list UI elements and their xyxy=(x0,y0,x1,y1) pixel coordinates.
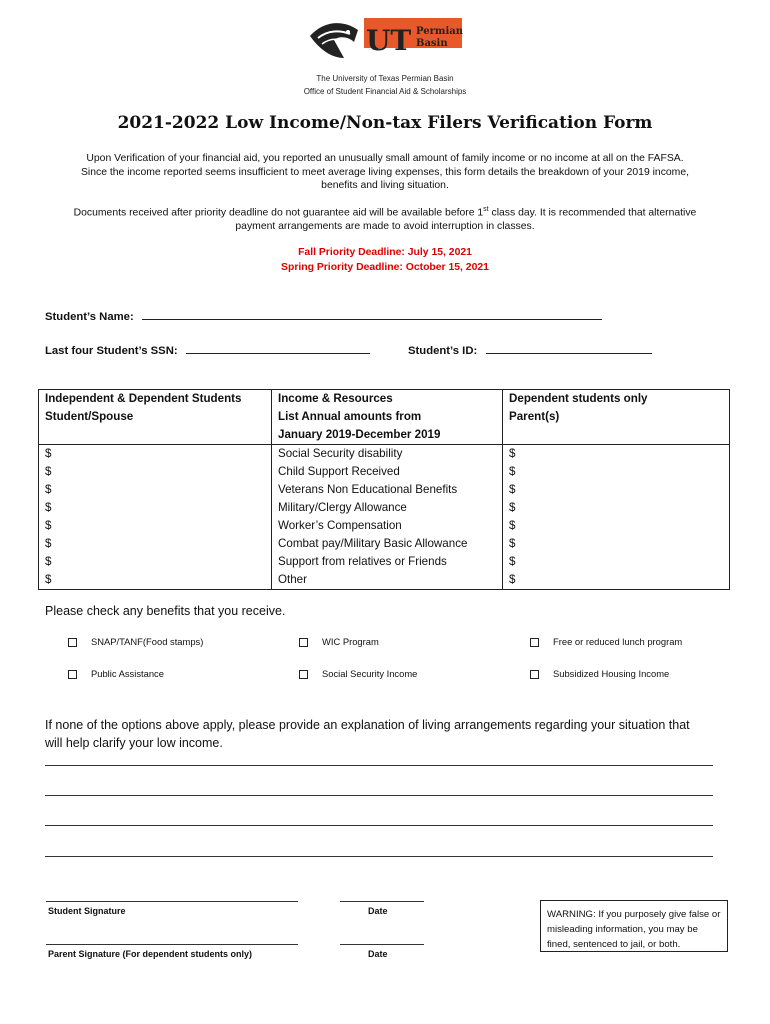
income-table xyxy=(38,389,730,590)
office-name: Office of Student Financial Aid & Scholarships xyxy=(303,87,467,96)
student-amount-cell[interactable]: $ xyxy=(45,573,52,586)
checkbox-label: Subsidized Housing Income xyxy=(553,668,670,679)
parent-amount-cell[interactable]: $ xyxy=(509,519,516,532)
header-text: List Annual amounts from xyxy=(278,410,422,423)
student-amount-cell[interactable]: $ xyxy=(45,501,52,514)
income-type: Worker’s Compensation xyxy=(278,519,402,532)
student-amount-cell[interactable]: $ xyxy=(45,447,52,460)
student-name-row xyxy=(45,307,602,325)
col3-header xyxy=(503,390,730,445)
parent-amount-cell[interactable]: $ xyxy=(509,555,516,568)
parent-amount-cell[interactable]: $ xyxy=(509,537,516,550)
student-id-row xyxy=(408,341,652,359)
student-amounts-column[interactable] xyxy=(39,445,272,590)
student-signature-line[interactable] xyxy=(46,901,298,902)
col2-header xyxy=(272,390,503,445)
parent-amount-cell[interactable]: $ xyxy=(509,447,516,460)
student-id-label: Student’s ID: xyxy=(408,345,478,357)
benefits-title: Please check any benefits that you receive. xyxy=(45,604,286,618)
parent-amount-cell[interactable]: $ xyxy=(509,483,516,496)
student-amount-cell[interactable]: $ xyxy=(45,519,52,532)
intro-line: Since the income reported seems insufficient to meet average living expenses, this form details the breakdown of your 2019 income, xyxy=(81,166,689,178)
logo-permian-text: Permian xyxy=(416,26,464,37)
ssn-field[interactable] xyxy=(186,342,370,354)
header-text: Dependent students only xyxy=(509,392,648,405)
checkbox-icon[interactable] xyxy=(530,638,539,647)
docs-text: class day. It is recommended that alternative xyxy=(488,207,697,219)
warning-box xyxy=(540,900,728,952)
docs-line xyxy=(40,203,730,220)
header-text: Income & Resources xyxy=(278,392,393,405)
checkbox-ssi[interactable] xyxy=(299,668,417,679)
income-type: Other xyxy=(278,573,307,586)
checkbox-label: Public Assistance xyxy=(91,668,164,679)
logo-ut-text: UT xyxy=(366,24,412,57)
table-header-row xyxy=(39,390,730,445)
checkbox-icon[interactable] xyxy=(68,670,77,679)
docs-text: Documents received after priority deadline do not guarantee aid will be available before 1 xyxy=(73,207,484,219)
student-amount-cell[interactable]: $ xyxy=(45,483,52,496)
checkbox-icon[interactable] xyxy=(68,638,77,647)
logo-basin-text: Basin xyxy=(416,38,448,49)
ssn-label: Last four Student’s SSN: xyxy=(45,345,178,357)
header-text: Student/Spouse xyxy=(45,410,134,423)
parent-amounts-column[interactable] xyxy=(503,445,730,590)
checkbox-label: Free or reduced lunch program xyxy=(553,636,683,647)
student-amount-cell[interactable]: $ xyxy=(45,465,52,478)
parent-date-line[interactable] xyxy=(340,944,424,945)
parent-signature-label: Parent Signature (For dependent students only) xyxy=(48,949,253,959)
income-type: Support from relatives or Friends xyxy=(278,555,447,568)
parent-signature-line[interactable] xyxy=(46,944,298,945)
intro-line: Upon Verification of your financial aid, you reported an unusually small amount of family income or no income at all on the FAFSA. xyxy=(86,153,684,164)
checkbox-icon[interactable] xyxy=(530,670,539,679)
income-type: Child Support Received xyxy=(278,465,400,478)
explain-line: will help clarify your low income. xyxy=(45,736,223,750)
intro-paragraph xyxy=(40,152,730,193)
checkbox-label: WIC Program xyxy=(322,636,379,647)
form-title: 2021-2022 Low Income/Non-tax Filers Verification Form xyxy=(117,113,653,133)
fall-deadline: Fall Priority Deadline: July 15, 2021 xyxy=(298,247,472,258)
warning-line: fined, sentenced to jail, or both. xyxy=(547,939,681,950)
spring-deadline: Spring Priority Deadline: October 15, 2021 xyxy=(281,262,489,273)
ut-permian-basin-logo xyxy=(304,14,464,70)
org-name: The University of Texas Permian Basin xyxy=(316,74,454,83)
org-header xyxy=(0,72,770,98)
warning-line: misleading information, you may be xyxy=(547,924,698,935)
explain-line: If none of the options above apply, please provide an explanation of living arrangements regarding your situation that xyxy=(45,718,690,732)
student-amount-cell[interactable]: $ xyxy=(45,537,52,550)
docs-sup: st xyxy=(483,206,489,213)
income-type: Social Security disability xyxy=(278,447,403,460)
student-id-field[interactable] xyxy=(486,342,652,354)
col1-header xyxy=(39,390,272,445)
checkbox-snap[interactable] xyxy=(68,636,203,647)
header-text: Parent(s) xyxy=(509,410,560,423)
explanation-line-3[interactable] xyxy=(45,825,713,826)
checkbox-wic[interactable] xyxy=(299,636,379,647)
checkbox-lunch[interactable] xyxy=(530,636,682,647)
income-type: Military/Clergy Allowance xyxy=(278,501,407,514)
student-date-label: Date xyxy=(368,906,388,916)
ssn-row xyxy=(45,341,370,359)
checkbox-public-assistance[interactable] xyxy=(68,668,164,679)
parent-amount-cell[interactable]: $ xyxy=(509,501,516,514)
income-type: Veterans Non Educational Benefits xyxy=(278,483,458,496)
student-name-field[interactable] xyxy=(142,308,602,320)
explanation-prompt xyxy=(45,716,735,752)
explanation-line-4[interactable] xyxy=(45,856,713,857)
parent-amount-cell[interactable]: $ xyxy=(509,465,516,478)
income-type: Combat pay/Military Basic Allowance xyxy=(278,537,468,550)
checkbox-icon[interactable] xyxy=(299,638,308,647)
checkbox-label: Social Security Income xyxy=(322,668,418,679)
table-body-row xyxy=(39,445,730,590)
income-types-column xyxy=(272,445,503,590)
explanation-line-2[interactable] xyxy=(45,795,713,796)
checkbox-label: SNAP/TANF(Food stamps) xyxy=(91,636,204,647)
docs-line: payment arrangements are made to avoid interruption in classes. xyxy=(235,221,535,233)
checkbox-housing[interactable] xyxy=(530,668,669,679)
intro-line: benefits and living situation. xyxy=(321,180,449,191)
warning-line: WARNING: If you purposely give false or xyxy=(547,909,721,920)
header-text: Independent & Dependent Students xyxy=(45,392,242,405)
parent-date-label: Date xyxy=(368,949,388,959)
documents-notice xyxy=(40,203,730,234)
header-text: January 2019-December 2019 xyxy=(278,428,441,441)
explanation-line-1[interactable] xyxy=(45,765,713,766)
checkbox-icon[interactable] xyxy=(299,670,308,679)
student-date-line[interactable] xyxy=(340,901,424,902)
student-signature-label: Student Signature xyxy=(48,906,126,916)
student-name-label: Student’s Name: xyxy=(45,311,134,323)
parent-amount-cell[interactable]: $ xyxy=(509,573,516,586)
student-amount-cell[interactable]: $ xyxy=(45,555,52,568)
